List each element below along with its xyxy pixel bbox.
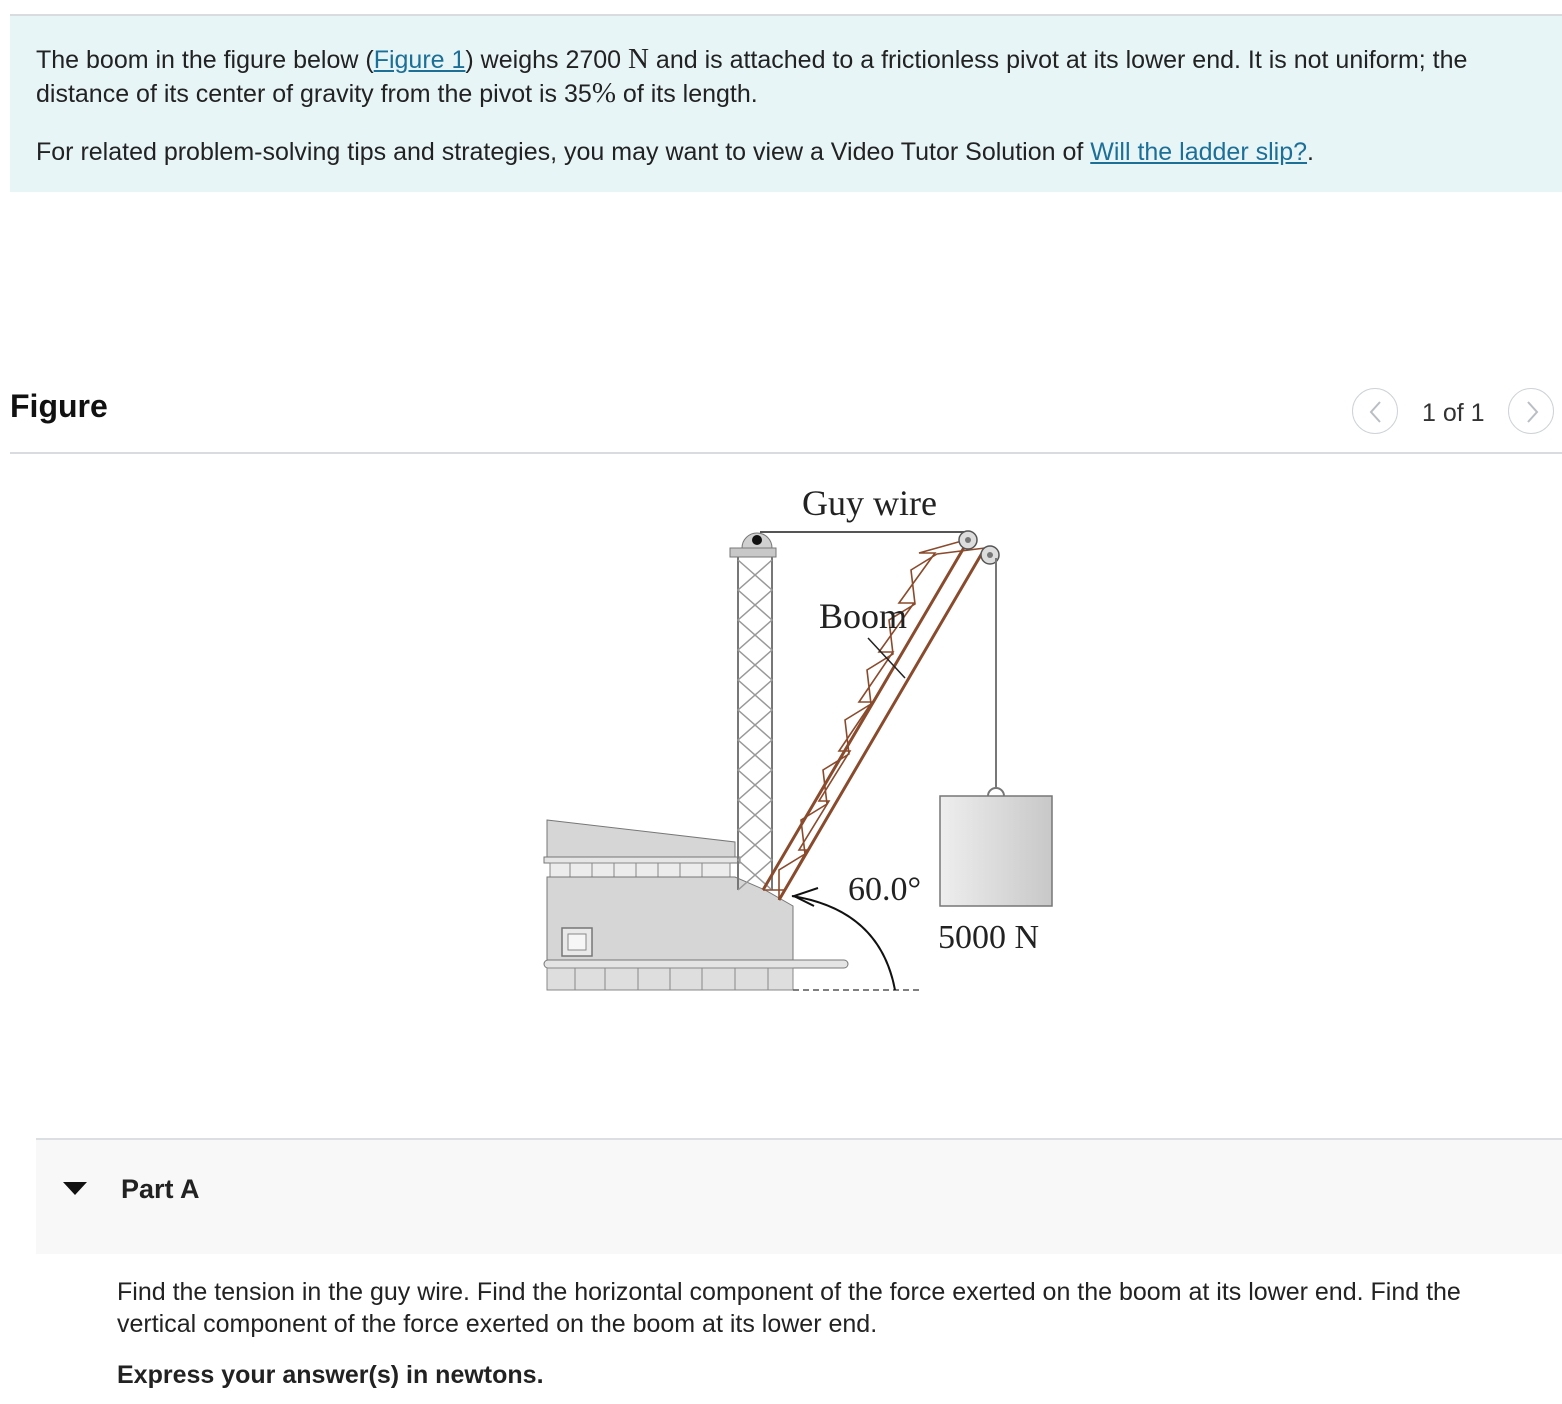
part-a-instruction: Express your answer(s) in newtons. (117, 1361, 544, 1389)
figure-pager (1352, 388, 1560, 436)
load-block (940, 796, 1052, 906)
problem-intro (10, 16, 1562, 192)
caret-down-icon (63, 1182, 87, 1196)
previous-figure-button[interactable] (1352, 388, 1398, 434)
intro-paragraph-1 (36, 43, 1536, 111)
angle-label: 60.0° (848, 871, 922, 908)
intro-text-5: For related problem-solving tips and strategies, you may want to view a Video Tutor Solution of (36, 138, 1091, 166)
part-a-question: Find the tension in the guy wire. Find the horizontal component of the force exerted on the boom at its lower end. Find the vertical component of the force exerted on the boom at its lower end. (117, 1278, 1461, 1338)
page-count: 1 of 1 (1422, 399, 1485, 427)
part-a-header[interactable] (36, 1138, 1562, 1254)
boom-label: Boom (819, 596, 908, 636)
percent-symbol: % (591, 77, 616, 109)
crane-figure (520, 470, 1080, 1010)
tower (730, 533, 776, 890)
intro-text-4: of its length. (615, 80, 758, 108)
angle-arc (792, 896, 895, 990)
intro-text-3: and is attached to a frictionless pivot at its lower end. It is not uniform; the distance of its center of gravity from the pivot is 35 (36, 46, 1468, 108)
next-figure-button[interactable] (1508, 388, 1554, 434)
figure-divider (10, 452, 1562, 454)
intro-text-2: ) weighs 2700 (465, 46, 622, 74)
figure-1-link[interactable]: Figure 1 (373, 46, 466, 74)
arrowhead-icon (794, 888, 818, 906)
part-a-body (117, 1276, 1537, 1391)
intro-text-6: . (1307, 138, 1314, 166)
chevron-left-icon (1353, 389, 1399, 435)
figure-title: Figure (10, 388, 108, 424)
chevron-right-icon (1509, 389, 1555, 435)
part-a-title: Part A (121, 1174, 200, 1204)
intro-text-1: The boom in the figure below ( (36, 46, 374, 74)
weight-unit: N (628, 43, 649, 75)
guy-wire-label: Guy wire (802, 483, 937, 523)
load-label: 5000 N (938, 919, 1040, 956)
intro-paragraph-2 (36, 136, 1536, 169)
video-tutor-link[interactable]: Will the ladder slip? (1090, 138, 1308, 166)
